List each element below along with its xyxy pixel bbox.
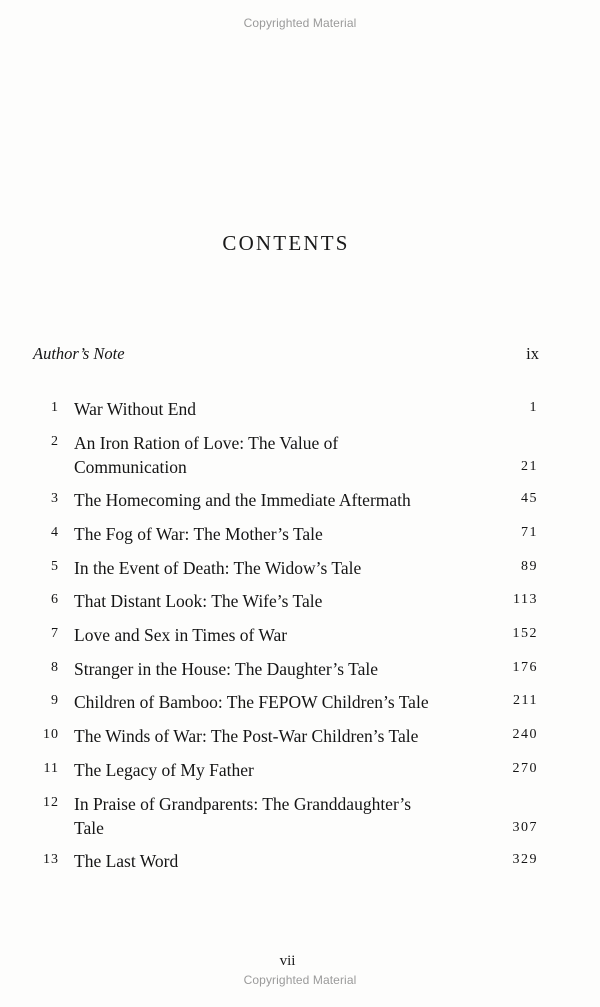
chapter-title-line: In Praise of Grandparents: The Granddaughter’s (74, 794, 412, 814)
chapter-title-line: The Homecoming and the Immediate Aftermath (74, 490, 411, 510)
toc-entry-authors-note (33, 344, 539, 366)
page-folio: vii (279, 953, 296, 969)
chapter-title (74, 488, 484, 512)
chapter-title-line: Communication (74, 457, 187, 477)
chapter-title (74, 690, 484, 714)
chapter-page-number: 1 (529, 400, 538, 415)
chapter-page-number: 89 (521, 559, 538, 574)
chapter-title-line: Love and Sex in Times of War (74, 625, 288, 645)
page-title: CONTENTS (222, 231, 350, 255)
chapter-title (74, 724, 484, 748)
chapter-title (74, 657, 484, 681)
chapter-title-line: The Legacy of My Father (74, 760, 254, 780)
chapter-number: 6 (51, 592, 59, 607)
chapter-number: 7 (51, 626, 59, 641)
chapter-number: 2 (51, 434, 59, 449)
chapter-title-line: In the Event of Death: The Widow’s Tale (74, 558, 362, 578)
chapter-title-line: An Iron Ration of Love: The Value of (74, 433, 339, 453)
chapter-page-number: 21 (521, 459, 538, 474)
chapter-page-number: 152 (512, 626, 538, 641)
chapter-page-number: 176 (512, 660, 538, 675)
chapter-number: 1 (51, 400, 59, 415)
chapter-number: 11 (43, 761, 59, 776)
chapter-title (74, 431, 484, 479)
chapter-number: 9 (51, 693, 59, 708)
chapter-title (74, 758, 484, 782)
chapter-title-line: War Without End (74, 399, 196, 419)
chapter-title (74, 397, 484, 421)
chapter-page-number: 113 (513, 592, 538, 607)
chapter-page-number: 45 (521, 491, 538, 506)
chapter-title-line: Children of Bamboo: The FEPOW Children’s Tale (74, 692, 429, 712)
chapter-page-number: 240 (512, 727, 538, 742)
chapter-number: 3 (51, 491, 59, 506)
chapter-number: 12 (43, 795, 59, 810)
chapter-title (74, 589, 484, 613)
chapter-page-number: 307 (512, 820, 538, 835)
chapter-page-number: 329 (512, 852, 538, 867)
chapter-title-line: That Distant Look: The Wife’s Tale (74, 591, 323, 611)
chapter-title (74, 849, 484, 873)
chapter-title-line: Stranger in the House: The Daughter’s Tale (74, 659, 378, 679)
chapter-title (74, 792, 484, 840)
copyright-watermark-bottom: Copyrighted Material (243, 973, 357, 987)
chapter-number: 4 (51, 525, 59, 540)
chapter-number: 5 (51, 559, 59, 574)
chapter-title (74, 556, 484, 580)
authors-note-page-number: ix (526, 344, 539, 363)
authors-note-label: Author’s Note (33, 344, 125, 363)
chapter-page-number: 211 (513, 693, 538, 708)
chapter-page-number: 270 (512, 761, 538, 776)
chapter-title-line: The Last Word (74, 851, 179, 871)
chapter-title (74, 522, 484, 546)
chapter-number: 10 (43, 727, 59, 742)
copyright-watermark-top: Copyrighted Material (243, 16, 357, 30)
chapter-title (74, 623, 484, 647)
chapter-title-line: The Fog of War: The Mother’s Tale (74, 524, 323, 544)
chapter-page-number: 71 (521, 525, 538, 540)
chapter-number: 8 (51, 660, 59, 675)
chapter-title-line: Tale (74, 818, 104, 838)
chapter-title-line: The Winds of War: The Post-War Children’s Tale (74, 726, 419, 746)
chapter-number: 13 (43, 852, 59, 867)
